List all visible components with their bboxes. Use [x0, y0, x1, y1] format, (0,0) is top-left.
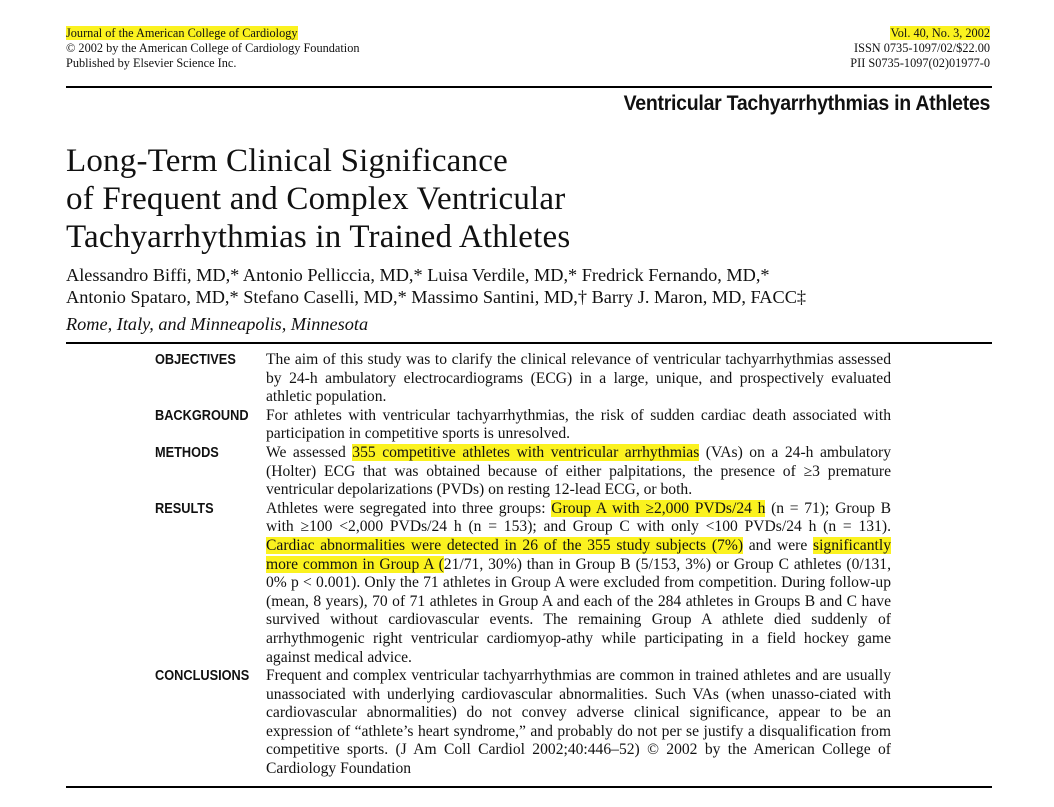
- section-title: Ventricular Tachyarrhythmias in Athletes: [623, 92, 990, 115]
- title-line: of Frequent and Complex Ventricular: [66, 181, 566, 217]
- background-text: For athletes with ventricular tachyarrhythmias, the risk of sudden cardiac death associated with participation in competitive sports is unresolved.: [266, 406, 891, 443]
- issue-metadata: [850, 26, 990, 71]
- methods-text-start: We assessed: [266, 443, 353, 461]
- title-line: Long-Term Clinical Significance: [66, 143, 508, 179]
- methods-text: [266, 444, 891, 500]
- methods-label: METHODS: [155, 444, 219, 461]
- conclusions-label: CONCLUSIONS: [155, 668, 250, 685]
- conclusions-text: Frequent and complex ventricular tachyarrhythmias are common in trained athletes and are usually unassociated with underlying cardiovascular abnormalities. Such VAs (when unasso-ciated with cardiovascular abnormalities) do not convey adverse clinical significance, appear to be an expression of “athlete’s heart syndrome,” and probably do not per se justify a disqualification from competitive sports. (J Am Coll Cardiol 2002;40:446–52) © 2002 by the American College of Cardiology Foundation: [266, 667, 891, 778]
- objectives-label: OBJECTIVES: [155, 352, 236, 368]
- abstract-methods: [155, 444, 891, 500]
- title-line: Tachyarrhythmias in Trained Athletes: [66, 219, 571, 255]
- background-label: BACKGROUND: [155, 407, 249, 424]
- results-text-part: and were: [743, 536, 814, 554]
- results-highlight-abnormalities: Cardiac abnormalities were detected in 26 of the 355 study subjects (7%): [266, 536, 744, 554]
- results-highlight-group-a: Group A with ≥2,000 PVDs/24 h: [551, 499, 766, 517]
- structured-abstract: [155, 351, 891, 779]
- issn-line: ISSN 0735-1097/02/$22.00: [854, 41, 990, 55]
- abstract-conclusions: [155, 667, 891, 779]
- abstract-bottom-rule: [66, 786, 992, 788]
- author-list: [66, 264, 806, 308]
- volume-info: Vol. 40, No. 3, 2002: [890, 26, 990, 40]
- results-highlight-more-common: significantly more common in Group A (: [266, 536, 891, 573]
- results-text-part: 21/71, 30%) than in Group B (5/153, 3%) or Group C athletes (0/131, 0% p < 0.001). Only the 71 athletes in Group A were excluded from competition. During follow-up (mean, 8 years), 70 of 71 athletes in Group A and each of the 284 athletes in Groups B and C have survived without cardiovascular events. The remaining Group A athlete died suddenly of arrhythmogenic right ventricular cardiomyop-athy while participating in a field hockey game against medical advice.: [266, 555, 892, 666]
- results-text-part: Athletes were segregated into three groups:: [266, 499, 552, 517]
- affiliation-location: Rome, Italy, and Minneapolis, Minnesota: [66, 314, 369, 334]
- header-divider: [66, 86, 992, 88]
- copyright-line: © 2002 by the American College of Cardiology Foundation: [66, 41, 360, 55]
- abstract-results: [155, 500, 891, 667]
- journal-name: Journal of the American College of Cardiology: [66, 26, 298, 40]
- results-text: [266, 500, 891, 667]
- pii-line: PII S0735-1097(02)01977-0: [850, 56, 990, 70]
- author-line: Alessandro Biffi, MD,* Antonio Pelliccia, MD,* Luisa Verdile, MD,* Fredrick Fernando, MD,*: [66, 265, 770, 285]
- article-title: [66, 142, 570, 256]
- methods-text-end: (VAs) on a 24-h ambulatory (Holter) ECG that was obtained because of either palpitations, the presence of ≥3 premature ventricular depolarizations (PVDs) on resting 12-lead ECG, or both.: [266, 443, 891, 499]
- author-line: Antonio Spataro, MD,* Stefano Caselli, MD,* Massimo Santini, MD,† Barry J. Maron, MD, FACC‡: [66, 287, 807, 307]
- abstract-objectives: [155, 351, 891, 407]
- results-label: RESULTS: [155, 500, 214, 517]
- journal-metadata: [66, 26, 360, 71]
- abstract-background: [155, 407, 891, 444]
- objectives-text: The aim of this study was to clarify the clinical relevance of ventricular tachyarrhythmias assessed by 24-h ambulatory electrocardiograms (ECG) in a large, unique, and prospectively evaluated athletic population.: [266, 351, 891, 406]
- results-text-part: (n = 71); Group B with ≥100 <2,000 PVDs/24 h (n = 153); and Group C with only <100 PVDs/24 h (n = 131).: [266, 499, 891, 536]
- methods-highlight: 355 competitive athletes with ventricular arrhythmias: [352, 443, 700, 461]
- publisher-line: Published by Elsevier Science Inc.: [66, 56, 237, 70]
- abstract-top-rule: [66, 342, 992, 344]
